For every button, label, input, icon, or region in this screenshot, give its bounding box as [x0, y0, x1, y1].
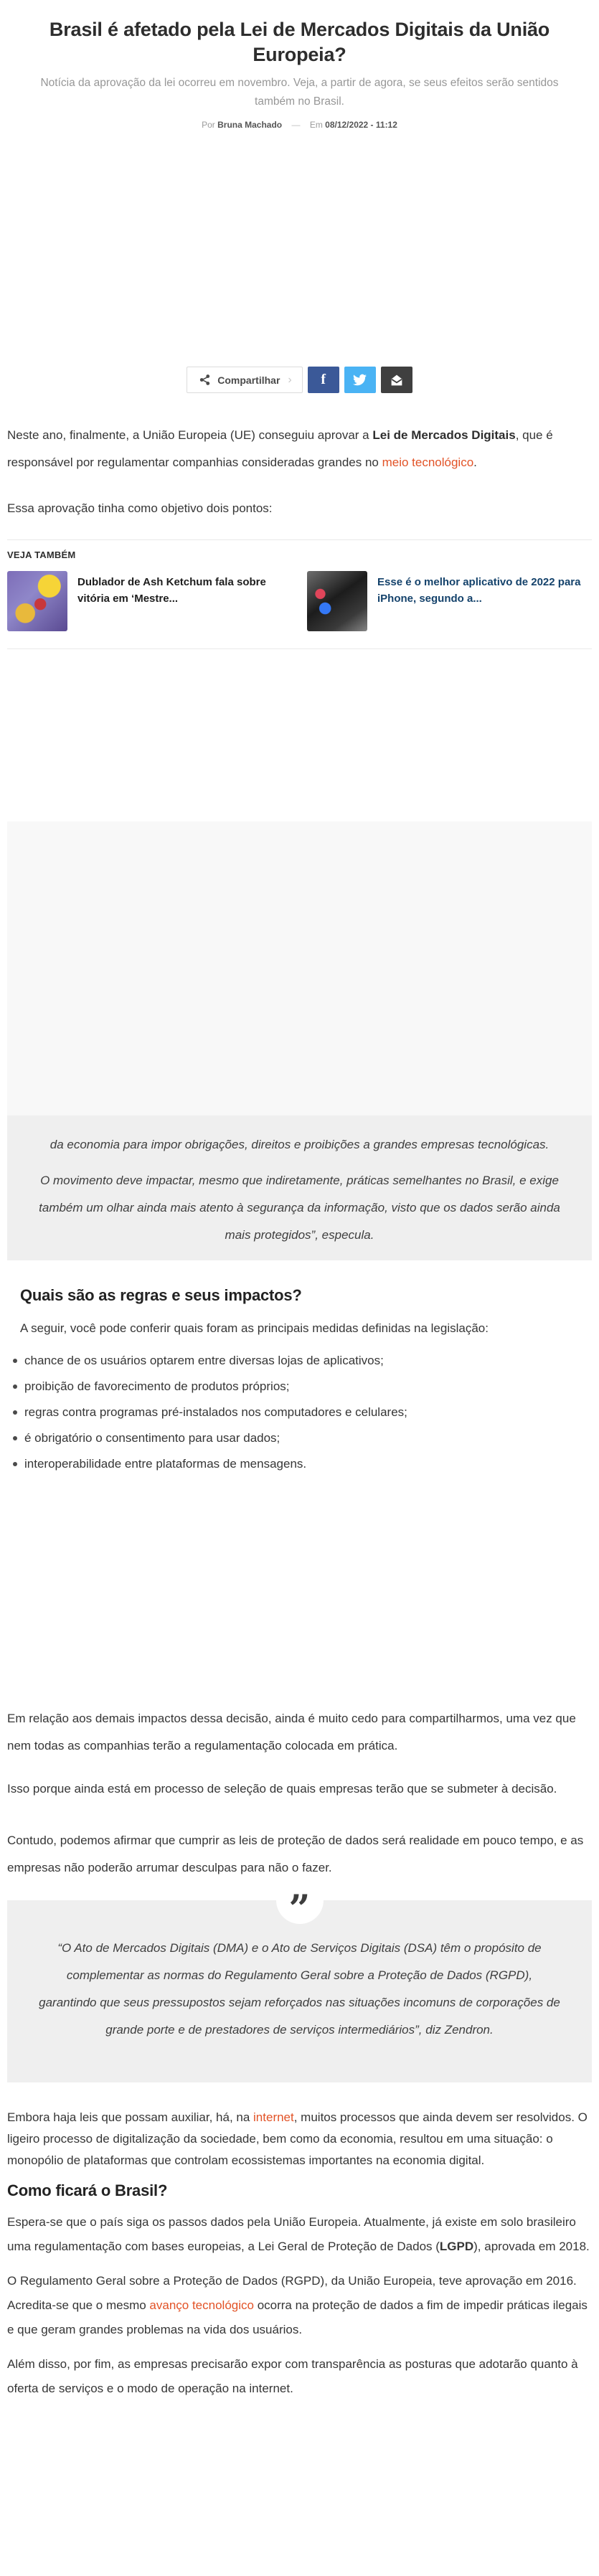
rule-item: interoperabilidade entre plataformas de mensagens. [7, 1451, 592, 1477]
related-card-title[interactable]: Esse é o melhor aplicativo de 2022 para iPhone, segundo a... [377, 576, 581, 605]
image-placeholder [7, 821, 592, 1115]
article-paragraph [7, 2210, 592, 2259]
envelope-icon [390, 374, 404, 387]
rule-item: proibição de favorecimento de produtos próprios; [7, 1374, 592, 1400]
link-internet[interactable]: internet [253, 2110, 294, 2125]
ad-placeholder-middle [7, 649, 592, 821]
paragraph-text: ), aprovada em 2018. [473, 2240, 590, 2254]
related-cards [7, 571, 592, 631]
paragraph-text: Neste ano, finalmente, a União Europeia (UE) conseguiu aprovar a [7, 428, 373, 443]
ad-placeholder-top [7, 130, 592, 367]
author-name[interactable]: Bruna Machado [217, 120, 283, 131]
quote-mark-icon: ” [288, 1887, 311, 1932]
article-paragraph: Além disso, por fim, as empresas precisarão expor com transparência as posturas que adotarão quanto à oferta de serviços e o modo de operação na internet. [7, 2357, 578, 2396]
rule-item: é obrigatório o consentimento para usar dados; [7, 1425, 592, 1451]
email-share-button[interactable] [381, 367, 412, 393]
rule-item: regras contra programas pré-instalados nos computadores e celulares; [7, 1400, 592, 1425]
paragraph-text: O Regulamento Geral sobre a Proteção de Dados (RGPD), da União Europeia, teve aprovação em 2016. Acredita-se que o mesmo [7, 2274, 577, 2313]
quote-paragraph: da economia para impor obrigações, direitos e proibições a grandes empresas tecnológicas. [49, 1138, 550, 1152]
related-articles-section [7, 549, 592, 649]
rule-item: chance de os usuários optarem entre diversas lojas de aplicativos; [7, 1348, 592, 1374]
facebook-share-button[interactable] [308, 367, 339, 393]
article-paragraph: Isso porque ainda está em processo de seleção de quais empresas terão que se submeter à decisão. [7, 1782, 557, 1796]
twitter-icon [353, 373, 367, 387]
article-paragraph: Em relação aos demais impactos dessa decisão, ainda é muito cedo para compartilharmos, uma vez que nem todas as companhias terão a regulamentação colocada em prática. [7, 1712, 576, 1753]
paragraph-text: , muitos processos que ainda devem ser resolvidos. O ligeiro processo de digitalização da sociedade, bem como da economia, resultou em uma situação: o monopólio de plataformas que controlam ecossistemas importantes na economia digital. [7, 2110, 588, 2168]
ad-placeholder-lower [7, 1477, 592, 1705]
rules-list [7, 1348, 592, 1477]
byline-separator: — [291, 120, 301, 131]
paragraph-text: , que é responsável por regulamentar companhias consideradas grandes no [7, 428, 553, 470]
related-card-iphone[interactable] [307, 571, 587, 631]
chevron-right-icon: › [288, 373, 292, 386]
publish-datetime: 08/12/2022 - 11:12 [325, 120, 397, 131]
blockquote [7, 1887, 592, 2082]
paragraph-text: ocorra na proteção de dados a fim de impedir práticas ilegais e que geram grandes problemas na vida dos usuários. [7, 2298, 588, 2337]
related-card-title[interactable]: Dublador de Ash Ketchum fala sobre vitória em ‘Mestre... [77, 576, 266, 605]
share-icon [199, 374, 211, 386]
share-button-label: Compartilhar [217, 374, 280, 386]
byline-em-label: Em [309, 120, 323, 131]
paragraph-text: Embora haja leis que possam auxiliar, há, na [7, 2110, 254, 2125]
bold-text: Lei de Mercados Digitais [372, 428, 516, 443]
quote-circle [276, 1877, 324, 1932]
byline [7, 120, 592, 130]
blockquote-text: “O Ato de Mercados Digitais (DMA) e o Ato de Serviços Digitais (DSA) têm o propósito de complementar as normas do Regulamento Geral sobre a Proteção de Dados (RGPD), garantindo que seus pressupostos sejam reforçados nas situações incomuns de corporações de grande porte e de prestadores de serviços intermediários”, diz Zendron. [39, 1941, 560, 2037]
divider [7, 539, 592, 540]
veja-tambem-label: VEJA TAMBÉM [7, 549, 76, 561]
article-paragraph: A seguir, você pode conferir quais foram as principais medidas definidas na legislação: [20, 1321, 489, 1336]
article-paragraph: Essa aprovação tinha como objetivo dois pontos: [7, 501, 273, 516]
paragraph-text: . [473, 456, 477, 470]
section-heading-brazil: Como ficará o Brasil? [7, 2181, 168, 2200]
quote-paragraph: O movimento deve impactar, mesmo que indiretamente, práticas semelhantes no Brasil, e exige também um olhar ainda mais atento à segurança da informação, visto que os dados serão ainda mais protegidos”, especula. [39, 1174, 560, 1242]
link-avanco-tecnologico[interactable]: avanço tecnológico [149, 2298, 254, 2313]
article-header [7, 17, 592, 130]
byline-por-label: Por [202, 120, 215, 131]
twitter-share-button[interactable] [344, 367, 376, 393]
share-bar [7, 367, 592, 393]
facebook-icon: f [321, 372, 326, 388]
related-card-pokemon[interactable] [7, 571, 287, 631]
link-meio-tecnologico[interactable]: meio tecnológico [382, 456, 474, 470]
article-subtitle: Notícia da aprovação da lei ocorreu em novembro. Veja, a partir de agora, se seus efeitos serão sentidos também no Brasil. [40, 77, 559, 108]
bold-text: LGPD [439, 2240, 474, 2254]
article-body [7, 422, 592, 2401]
paragraph-text: Espera-se que o país siga os passos dados pela União Europeia. Atualmente, já existe em solo brasileiro uma regulamentação com bases europeias, a Lei Geral de Proteção de Dados ( [7, 2215, 576, 2254]
related-thumbnail-pokemon [7, 571, 67, 631]
share-button[interactable] [187, 367, 302, 393]
expert-quote-block [7, 1115, 592, 1260]
article-paragraph [7, 422, 592, 476]
article-paragraph: Contudo, podemos afirmar que cumprir as leis de proteção de dados será realidade em pouco tempo, e as empresas não poderão arrumar desculpas para não o fazer. [7, 1834, 584, 1875]
article-paragraph [7, 2269, 592, 2342]
page-title: Brasil é afetado pela Lei de Mercados Digitais da União Europeia? [49, 19, 550, 65]
section-heading-rules: Quais são as regras e seus impactos? [20, 1286, 302, 1305]
article-paragraph [7, 2107, 592, 2171]
related-thumbnail-iphone [307, 571, 367, 631]
